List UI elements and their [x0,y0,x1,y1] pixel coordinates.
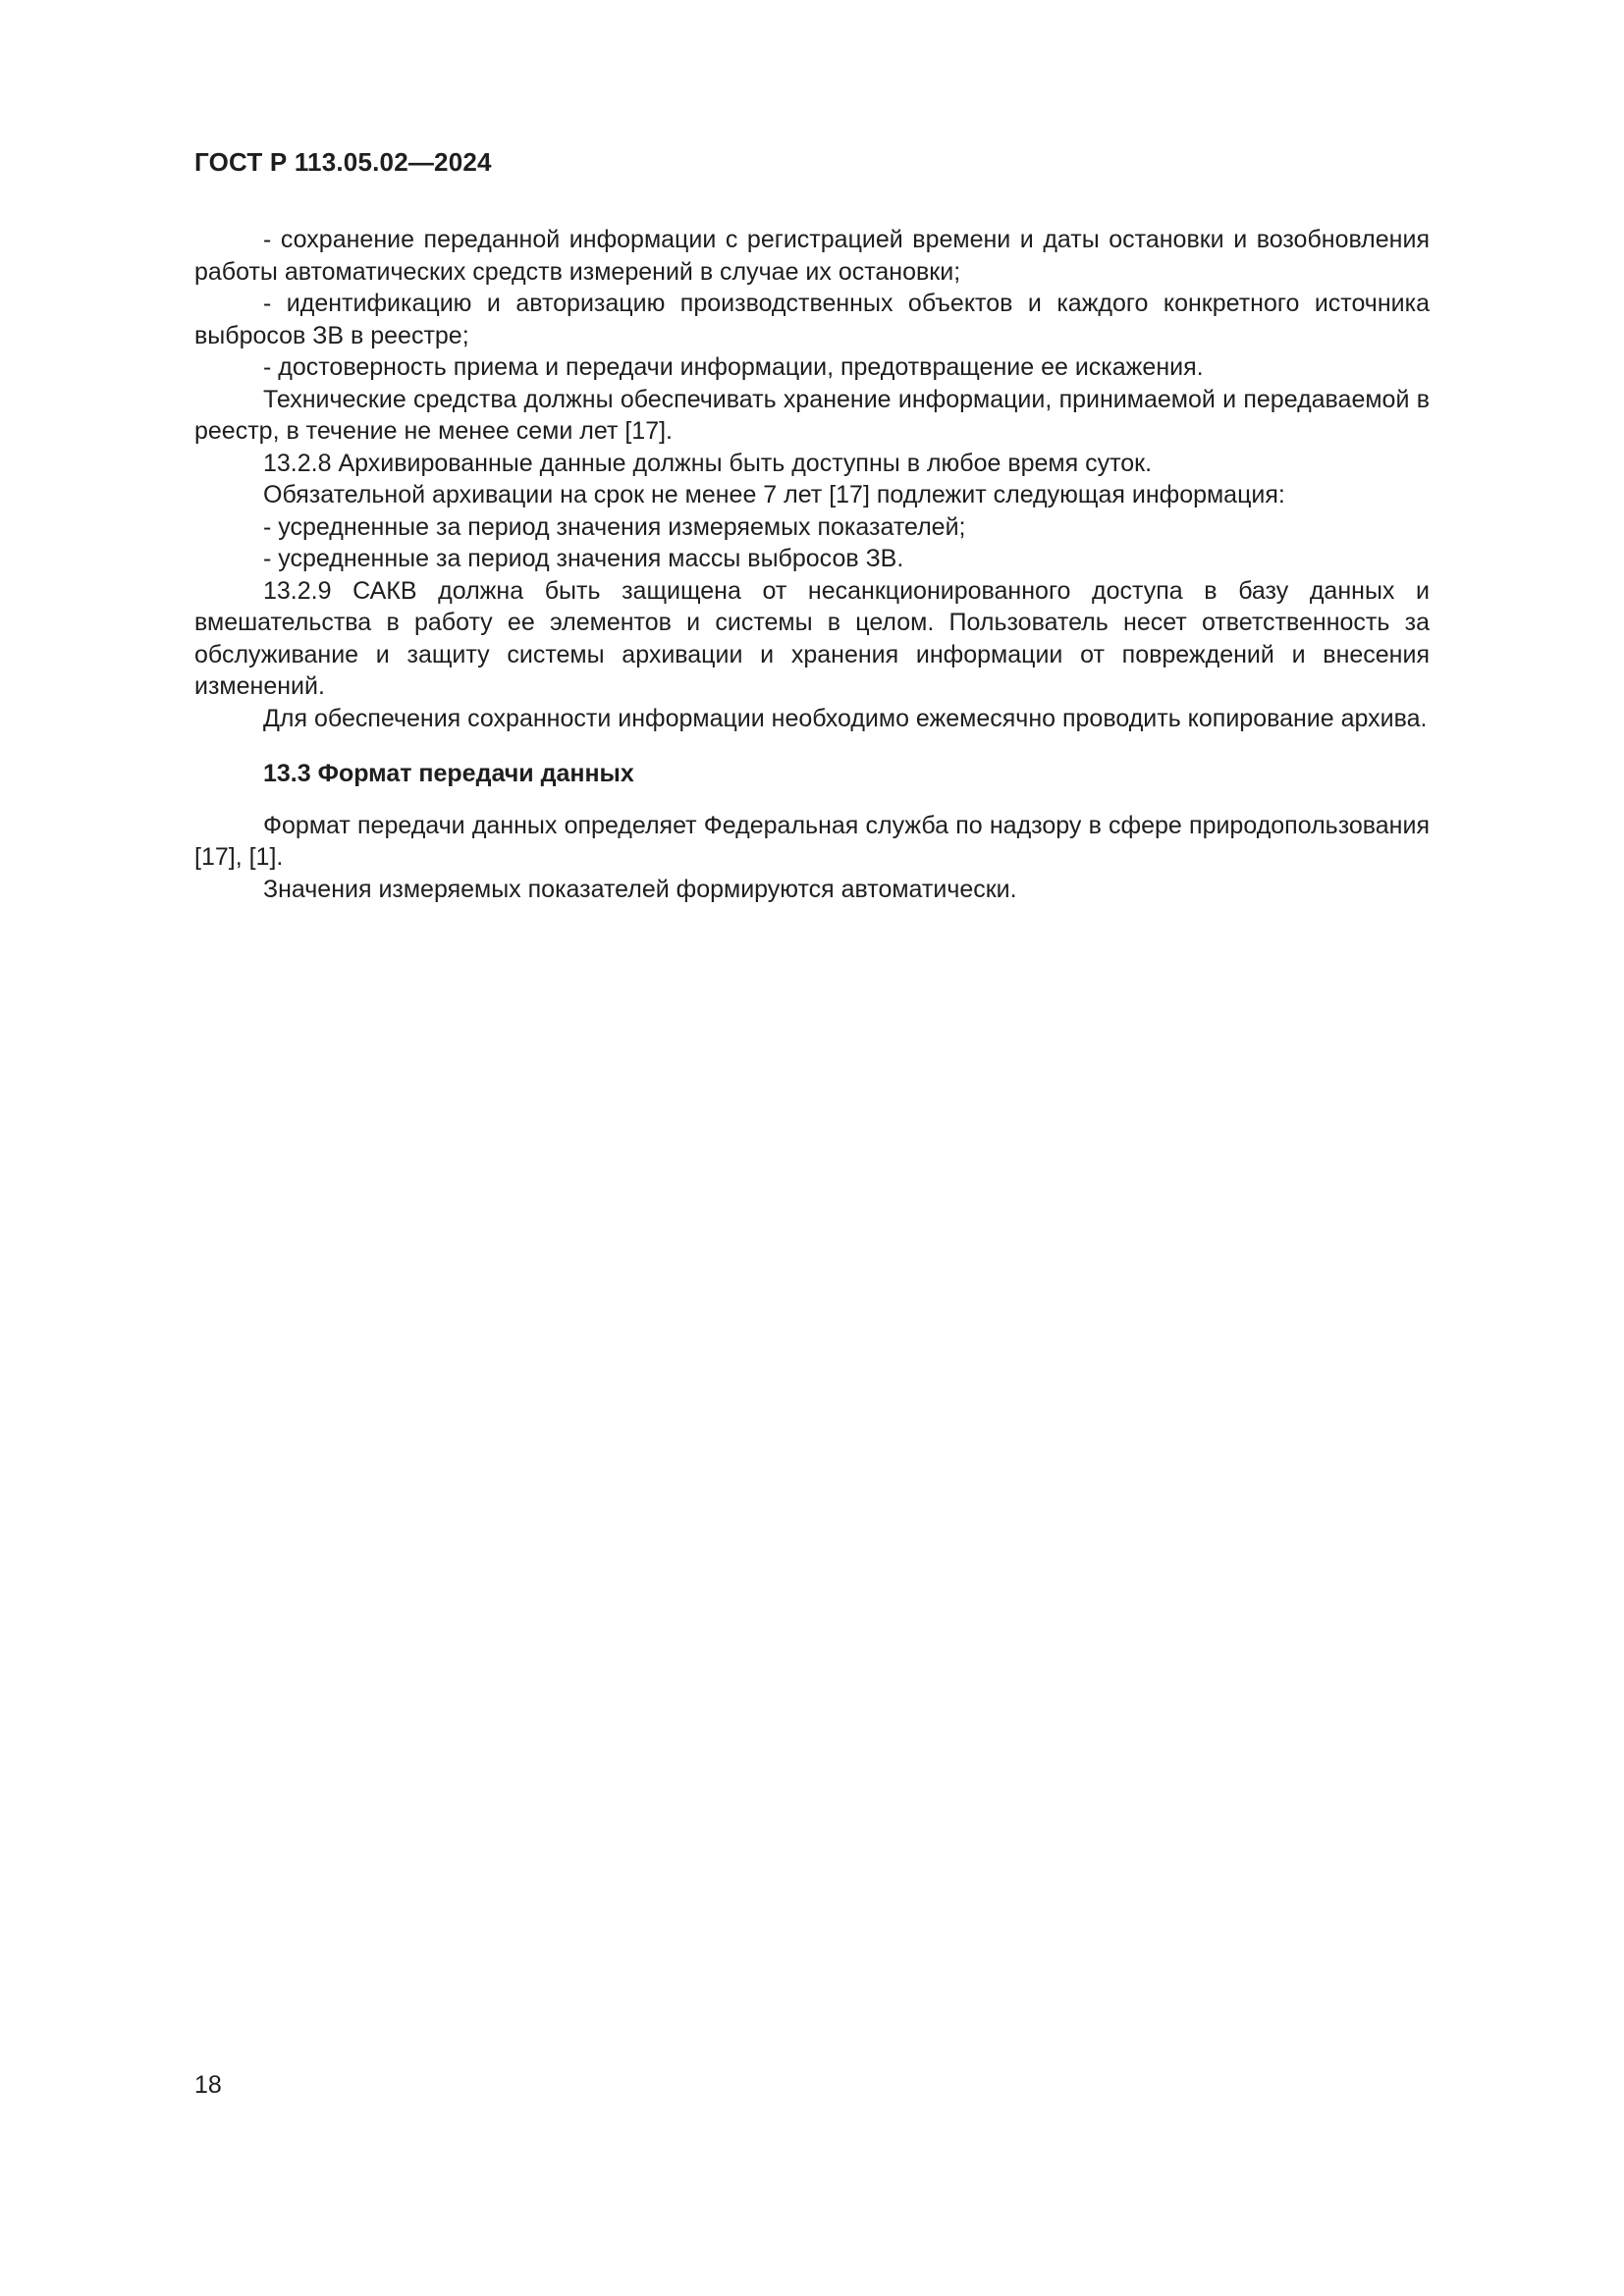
paragraph-save-info: - сохранение переданной информации с регистрацией времени и даты остановки и возобновления работы автоматических средств измерений в случае их остановки; [194,226,1430,286]
paragraph-identification: - идентификацию и авторизацию производственных объектов и каждого конкретного источника выбросов ЗВ в реестре; [194,290,1430,349]
page-number: 18 [194,2071,222,2099]
paragraph-format-defined: Формат передачи данных определяет Федеральная служба по надзору в сфере природопользования [17], [1]. [194,811,1430,871]
paragraph-13-2-8: 13.2.8 Архивированные данные должны быть доступны в любое время суток. [263,449,1153,477]
paragraph-archive-required: Обязательной архивации на срок не менее 7 лет [17] подлежит следующая информация: [263,481,1285,508]
paragraph-reliability: - достоверность приема и передачи информации, предотвращение ее искажения. [263,353,1204,381]
paragraph-values-auto: Значения измеряемых показателей формируются автоматически. [263,875,1017,903]
paragraph-averaged-values: - усредненные за период значения измеряемых показателей; [263,512,966,541]
paragraph-averaged-mass: - усредненные за период значения массы выбросов ЗВ. [263,545,904,572]
document-body [194,224,1430,905]
document-header: ГОСТ Р 113.05.02—2024 [194,147,492,177]
paragraph-copy-archive: Для обеспечения сохранности информации необходимо ежемесячно проводить копирование архива. [263,704,1428,732]
paragraph-storage: Технические средства должны обеспечивать хранение информации, принимаемой и передаваемой в реестр, в течение не менее семи лет [17]. [194,385,1430,445]
section-heading-13-3: 13.3 Формат передачи данных [263,760,634,787]
paragraph-13-2-9: 13.2.9 САКВ должна быть защищена от несанкционированного доступа в базу данных и вмешательства в работу ее элементов и системы в целом. Пользователь несет ответственность за обслуживание и защиту системы архивации и хранения информации от повреждений и внесения изменений. [194,576,1430,700]
